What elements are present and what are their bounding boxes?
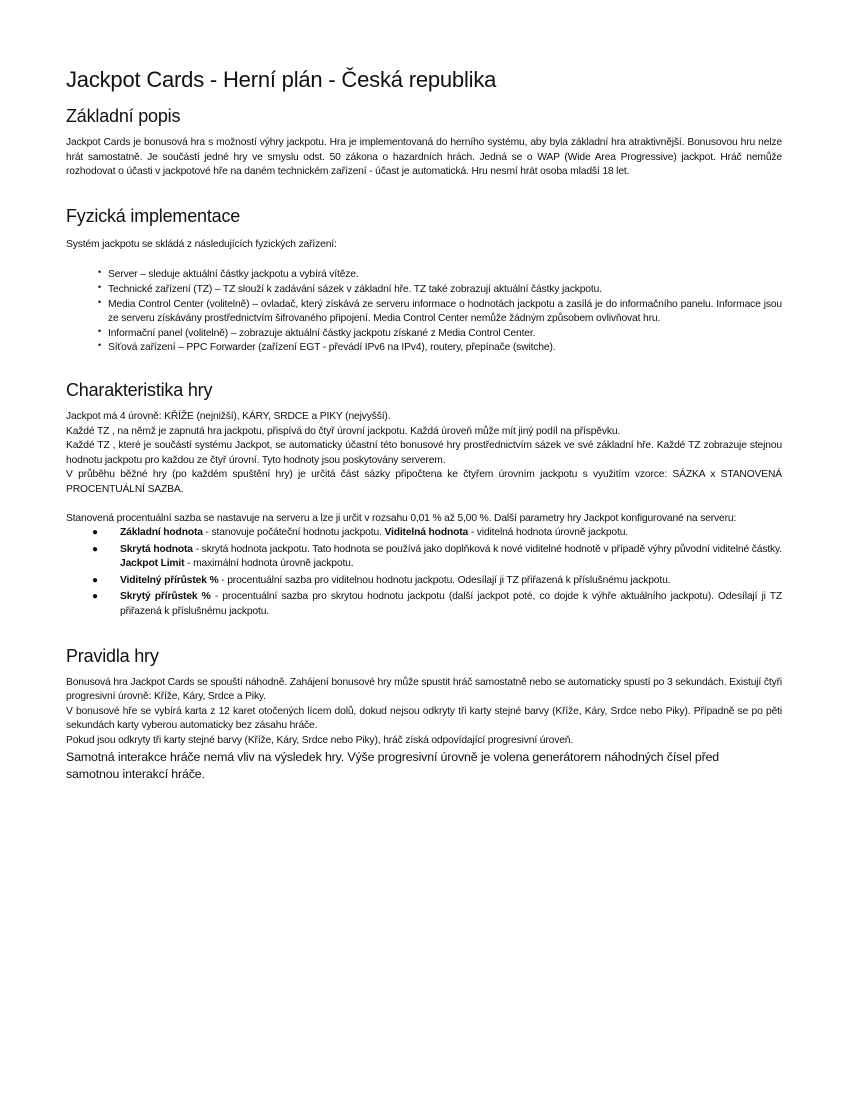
bullet-icon: • [98, 281, 102, 292]
section-heading-characteristics: Charakteristika hry [66, 379, 213, 400]
physical-intro: Systém jackpotu se skládá z následujících fyzických zařízení: [66, 238, 337, 250]
list-item: ● Viditelný přírůstek % - procentuální sazba pro viditelnou hodnotu jackpotu. Odesílají ji TZ přiřazená k příslušnému jackpotu. [66, 574, 782, 589]
basic-description: Jackpot Cards je bonusová hra s možností výhry jackpotu. Hra je implementovaná do herního systému, aby byla základní hra atraktivnější. Bonusovou hru nelze hrát samostatně. Je součástí jedné hry ve smyslu odst. 50 zákona o hazardních hrách. Jedná se o WAP (Wide Area Progressive) jackpot. Hráč nemůže rozhodovat o účasti v jackpotové hře na daném technickém zařízení - účast je automatická. Hru nesmí hrát osoba mladší 18 let. [66, 137, 782, 178]
rules-line: Bonusová hra Jackpot Cards se spouští náhodně. Zahájení bonusové hry může spustit hráč samostatně nebo se automaticky spustí po 3 sekundách. Existují čtyři progresivní úrovně: Kříže, Káry, Srdce a Piky. [66, 676, 782, 703]
list-item: • Informační panel (volitelně) – zobrazuje aktuální částky jackpotu získané z Media Control Center. [98, 325, 536, 339]
characteristics-line: Každé TZ , které je součástí systému Jackpot, se automaticky účastní této bonusové hry prostřednictvím sázek ve své základní hře. Každé TZ zobrazuje stejnou hodnotu jackpotu pro každou ze čtyř úrovní. Tyto hodnoty jsou poskytovány serverem. [66, 440, 782, 466]
bullet-icon: • [98, 267, 102, 278]
list-item: • Technické zařízení (TZ) – TZ slouží k zadávání sázek v základní hře. TZ také zobrazují aktuální částky jackpotu. [98, 281, 602, 295]
rules-line: V bonusové hře se vybírá karta z 12 karet otočených lícem dolů, dokud nejsou odkryty tři karty stejné barvy (Kříže, Káry, Srdce nebo Piky). Případně se po pěti sekundách karty vyberou automaticky bez zásahu hráče. [66, 705, 782, 732]
bullet-icon: ● [92, 527, 98, 539]
list-item: ● Skrytá hodnota - skrytá hodnota jackpotu. Tato hodnota se používá jako doplňková k nové viditelné hodnotě v případě výhry původní viditelné částky. Jackpot Limit - maximální hodnota úrovně jackpotu. [92, 543, 782, 570]
list-item: ● Skrytý přírůstek % - procentuální sazba pro skrytou hodnotu jackpotu (další jackpot poté, co dojde k výhře aktuálního jackpotu). Odesílají ji TZ přiřazená k příslušnému jackpotu. [92, 591, 782, 618]
section-heading-basic: Základní popis [66, 106, 181, 126]
device-list [66, 268, 782, 356]
bullet-icon: • [98, 325, 102, 336]
rules-line: Pokud jsou odkryty tři karty stejné barvy (Kříže, Káry, Srdce nebo Piky), hráč získá odpovídající progresivní úroveň. [66, 735, 574, 747]
document-page [66, 66, 782, 784]
characteristics-line: Každé TZ , na němž je zapnutá hra jackpotu, přispívá do čtyř úrovní jackpotu. Každá úroveň může mít jiný podíl na příspěvku. [66, 425, 621, 437]
characteristics-line: V průběhu běžné hry (po každém spuštění hry) je určitá část sázky připočtena ke čtyřem úrovním jackpotu s využitím vzorce: SÁZKA x STANOVENÁ PROCENTUÁLNÍ SAZBA. [66, 469, 782, 495]
bullet-icon: • [98, 296, 102, 307]
params-intro: Stanovená procentuální sazba se nastavuje na serveru a lze ji určit v rozsahu 0,01 % až 5,00 %. Další parametry hry Jackpot konfigurované na serveru: [66, 512, 737, 524]
section-heading-rules: Pravidla hry [66, 645, 159, 666]
section-heading-physical: Fyzická implementace [66, 205, 241, 226]
bullet-icon: • [98, 340, 102, 351]
params-list [66, 526, 782, 620]
document-title: Jackpot Cards - Herní plán - Česká republika [66, 67, 497, 92]
bullet-icon: ● [92, 591, 98, 603]
list-item: • Server – sleduje aktuální částky jackpotu a vybírá vítěze. [98, 267, 359, 281]
list-item: • Síťová zařízení – PPC Forwarder (zařízení EGT - převádí IPv6 na IPv4), routery, přepínače (switche). [98, 340, 556, 354]
bullet-icon: ● [92, 574, 98, 586]
rules-closing: Samotná interakce hráče nemá vliv na výsledek hry. Výše progresivní úrovně je volena generátorem náhodných čísel před samotnou interakcí hráče. [66, 749, 720, 782]
list-item: ● Základní hodnota - stanovuje počáteční hodnotu jackpotu. Viditelná hodnota - viditelná hodnota úrovně jackpotu. [66, 526, 782, 541]
list-item: • Media Control Center (volitelně) – ovladač, který získává ze serveru informace o hodnotách jackpotu a zasílá je do informačního panelu. Informace jsou ze serveru získávány prostřednictvím šifrovaného připojení. Media Control Center nemůže žádným způsobem ovlivňovat hru. [98, 296, 782, 325]
bullet-icon: ● [92, 543, 98, 555]
characteristics-line: Jackpot má 4 úrovně: KŘÍŽE (nejnižší), KÁRY, SRDCE a PIKY (nejvyšší). [66, 410, 391, 422]
